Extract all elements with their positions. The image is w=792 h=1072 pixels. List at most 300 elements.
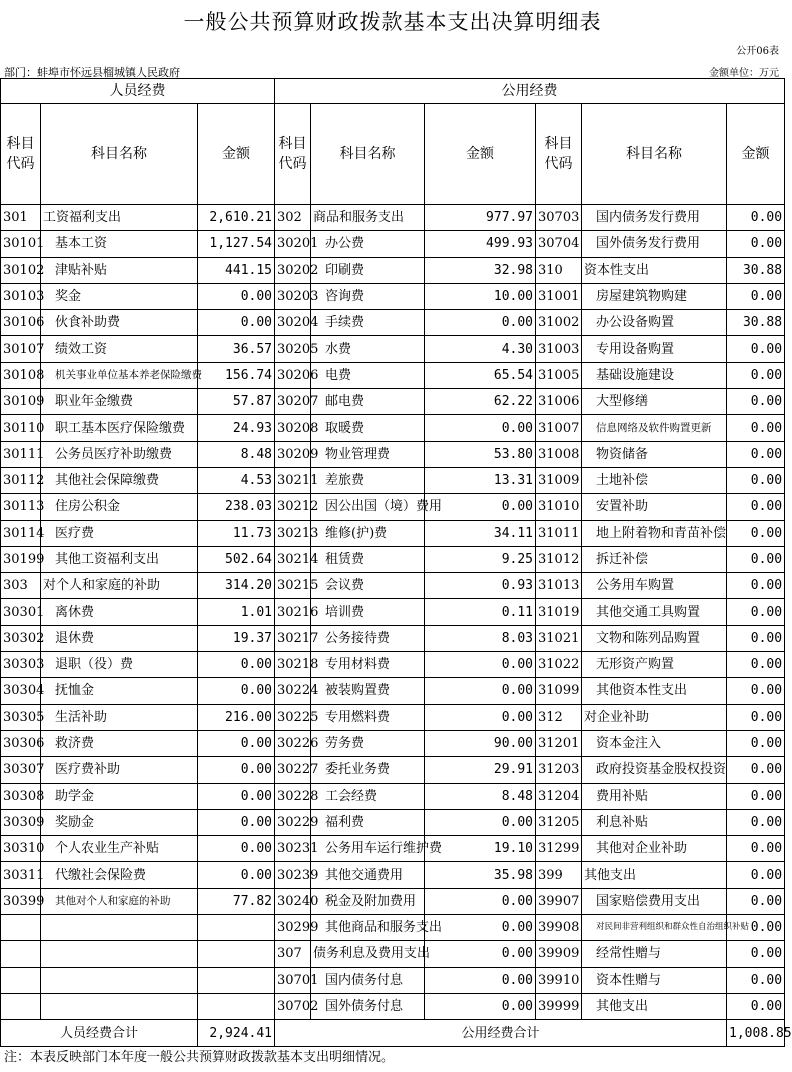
subject-code-cell: 30114 [1,520,41,546]
amount-cell: 1,127.54 [198,231,275,257]
subject-name-cell: 国外债务发行费用 [582,231,727,257]
subject-name-cell: 其他对个人和家庭的补助 [41,888,198,914]
subject-code-cell: 30110 [1,415,41,441]
subject-code-cell: 31203 [536,757,582,783]
subject-code-cell: 30311 [1,862,41,888]
subject-code-cell: 31002 [536,310,582,336]
subject-name-cell: 对民间非营利组织和群众性自治组织补贴 [582,915,727,941]
totals-row [1,1020,785,1047]
amount-cell: 0.00 [425,494,536,520]
subject-name-cell: 奖励金 [41,809,198,835]
subject-name-cell: 差旅费 [311,467,425,493]
subject-name-cell: 生活补助 [41,704,198,730]
subject-code-cell: 30207 [275,389,311,415]
subject-name-cell: 医疗费 [41,520,198,546]
amount-cell: 36.57 [198,336,275,362]
amount-header: 金额 [198,104,275,205]
subject-name-cell [41,967,198,993]
amount-cell: 24.93 [198,415,275,441]
subject-name-cell: 大型修缮 [582,389,727,415]
table-row [1,678,785,704]
subject-code-cell: 30106 [1,310,41,336]
subject-code-cell: 30309 [1,809,41,835]
subject-code-cell: 30218 [275,652,311,678]
subject-code-cell: 30201 [275,231,311,257]
subject-name-cell: 代缴社会保险费 [41,862,198,888]
code-header: 科目代码 [1,104,41,205]
amount-cell: 13.31 [425,467,536,493]
subject-name-cell: 对个人和家庭的补助 [41,573,198,599]
subject-code-cell: 30103 [1,283,41,309]
name-header: 科目名称 [311,104,425,205]
amount-cell: 0.00 [198,836,275,862]
table-row [1,783,785,809]
subject-code-cell: 30704 [536,231,582,257]
subject-name-cell: 地上附着物和青苗补偿 [582,520,727,546]
amount-cell: 19.37 [198,625,275,651]
subject-name-cell: 资本性赠与 [582,967,727,993]
amount-cell: 0.00 [425,652,536,678]
subject-code-cell: 31007 [536,415,582,441]
table-row [1,336,785,362]
subject-name-cell: 基础设施建设 [582,362,727,388]
subject-code-cell: 31013 [536,573,582,599]
code-header: 科目代码 [275,104,311,205]
subject-code-cell: 30306 [1,730,41,756]
subject-code-cell: 30102 [1,257,41,283]
subject-name-cell: 物业管理费 [311,441,425,467]
subject-code-cell: 30310 [1,836,41,862]
amount-cell: 0.00 [727,546,785,572]
amount-cell: 0.00 [425,678,536,704]
subject-name-cell: 个人农业生产补贴 [41,836,198,862]
table-row [1,573,785,599]
subject-name-cell: 办公费 [311,231,425,257]
amount-cell: 0.00 [425,941,536,967]
table-row [1,389,785,415]
amount-cell: 0.00 [727,704,785,730]
amount-cell: 0.11 [425,599,536,625]
subject-name-cell: 国内债务付息 [311,967,425,993]
subject-code-cell: 30208 [275,415,311,441]
subject-code-cell: 30215 [275,573,311,599]
subject-name-cell: 物资储备 [582,441,727,467]
subject-code-cell: 31009 [536,467,582,493]
subject-name-cell: 国内债务发行费用 [582,205,727,231]
amount-cell: 0.00 [425,915,536,941]
subject-name-cell [41,941,198,967]
amount-cell: 156.74 [198,362,275,388]
amount-cell: 0.00 [425,967,536,993]
subject-name-cell: 对企业补助 [582,704,727,730]
subject-code-cell: 31011 [536,520,582,546]
table-row [1,310,785,336]
amount-cell: 238.03 [198,494,275,520]
table-row [1,993,785,1019]
subject-code-cell: 30204 [275,310,311,336]
subject-name-cell: 公务接待费 [311,625,425,651]
amount-cell: 29.91 [425,757,536,783]
page-title: 一般公共预算财政拨款基本支出决算明细表 [183,10,602,34]
amount-cell [198,941,275,967]
department-label: 部门：蚌埠市怀远县榴城镇人民政府 [4,66,180,79]
subject-code-cell: 30217 [275,625,311,651]
subject-name-cell: 其他工资福利支出 [41,546,198,572]
amount-cell: 0.93 [425,573,536,599]
subject-name-cell: 信息网络及软件购置更新 [582,415,727,441]
amount-cell: 0.00 [425,809,536,835]
subject-name-cell: 咨询费 [311,283,425,309]
subject-name-cell: 伙食补助费 [41,310,198,336]
subject-code-cell: 30107 [1,336,41,362]
amount-cell: 0.00 [727,573,785,599]
table-row [1,257,785,283]
subject-name-cell: 电费 [311,362,425,388]
subject-name-cell: 委托业务费 [311,757,425,783]
subject-name-cell: 其他支出 [582,993,727,1019]
subject-code-cell: 30226 [275,730,311,756]
amount-cell: 0.00 [727,783,785,809]
subject-name-cell: 公务用车购置 [582,573,727,599]
amount-cell: 0.00 [727,757,785,783]
subject-name-cell: 被装购置费 [311,678,425,704]
subject-code-cell: 31001 [536,283,582,309]
subject-name-cell: 其他交通费用 [311,862,425,888]
subject-code-cell: 30112 [1,467,41,493]
subject-name-cell: 退休费 [41,625,198,651]
subject-code-cell: 30703 [536,205,582,231]
table-row [1,757,785,783]
personnel-group-header: 人员经费 [1,79,275,104]
subject-code-cell: 30227 [275,757,311,783]
amount-cell: 0.00 [727,205,785,231]
amount-header: 金额 [425,104,536,205]
table-row [1,809,785,835]
amount-cell: 35.98 [425,862,536,888]
amount-cell: 34.11 [425,520,536,546]
subject-name-cell: 基本工资 [41,231,198,257]
subject-code-cell: 30205 [275,336,311,362]
subject-name-cell: 取暖费 [311,415,425,441]
subject-code-cell: 30224 [275,678,311,704]
amount-cell: 0.00 [727,625,785,651]
amount-cell: 502.64 [198,546,275,572]
amount-cell: 0.00 [425,310,536,336]
amount-cell: 2,610.21 [198,205,275,231]
table-row [1,967,785,993]
table-row [1,915,785,941]
subject-name-cell: 福利费 [311,809,425,835]
subject-name-cell: 邮电费 [311,389,425,415]
subject-code-cell [1,993,41,1019]
subject-code-cell: 399 [536,862,582,888]
amount-cell: 32.98 [425,257,536,283]
amount-cell: 0.00 [198,862,275,888]
subject-code-cell: 31201 [536,730,582,756]
subject-name-cell [41,915,198,941]
subject-code-cell: 30108 [1,362,41,388]
subject-code-cell: 30202 [275,257,311,283]
table-row [1,362,785,388]
amount-cell: 0.00 [727,283,785,309]
amount-cell: 0.00 [727,941,785,967]
subject-code-cell: 31299 [536,836,582,862]
subject-code-cell: 302 [275,205,311,231]
personnel-total-amount: 2,924.41 [198,1020,275,1047]
amount-cell: 977.97 [425,205,536,231]
subject-code-cell: 31099 [536,678,582,704]
subject-code-cell: 39909 [536,941,582,967]
subject-code-cell [1,941,41,967]
subject-code-cell: 30199 [1,546,41,572]
subject-name-cell: 税金及附加费用 [311,888,425,914]
subject-name-cell: 政府投资基金股权投资 [582,757,727,783]
subject-name-cell: 维修(护)费 [311,520,425,546]
subject-name-cell: 其他交通工具购置 [582,599,727,625]
expenditure-table [0,78,792,1047]
subject-name-cell: 文物和陈列品购置 [582,625,727,651]
amount-cell: 0.00 [727,415,785,441]
name-header: 科目名称 [41,104,198,205]
subject-name-cell: 会议费 [311,573,425,599]
amount-cell: 0.00 [727,809,785,835]
amount-cell: 0.00 [727,336,785,362]
subject-code-cell: 39999 [536,993,582,1019]
amount-cell: 9.25 [425,546,536,572]
amount-cell: 10.00 [425,283,536,309]
subject-name-cell: 印刷费 [311,257,425,283]
subject-code-cell: 31019 [536,599,582,625]
table-row [1,625,785,651]
amount-cell: 57.87 [198,389,275,415]
amount-cell: 0.00 [198,783,275,809]
subject-name-cell: 其他对企业补助 [582,836,727,862]
unit-label: 金额单位：万元 [709,68,779,79]
personnel-total-label: 人员经费合计 [1,1020,198,1047]
subject-name-cell: 退职（役）费 [41,652,198,678]
subject-code-cell: 30209 [275,441,311,467]
table-row [1,205,785,231]
amount-header: 金额 [727,104,785,205]
subject-name-cell: 国外债务付息 [311,993,425,1019]
code-header: 科目代码 [536,104,582,205]
table-row [1,283,785,309]
subject-code-cell: 30101 [1,231,41,257]
amount-cell: 0.00 [198,730,275,756]
subject-name-cell: 经常性赠与 [582,941,727,967]
amount-cell: 53.80 [425,441,536,467]
table-row [1,599,785,625]
subject-name-cell: 救济费 [41,730,198,756]
subject-name-cell: 医疗费补助 [41,757,198,783]
subject-name-cell: 公务用车运行维护费 [311,836,425,862]
subject-code-cell: 30228 [275,783,311,809]
subject-name-cell: 培训费 [311,599,425,625]
amount-cell: 0.00 [198,678,275,704]
amount-cell: 90.00 [425,730,536,756]
name-header: 科目名称 [582,104,727,205]
amount-cell: 19.10 [425,836,536,862]
footnote: 注：本表反映部门本年度一般公共预算财政拨款基本支出明细情况。 [4,1050,395,1065]
subject-name-cell: 无形资产购置 [582,652,727,678]
subject-code-cell: 30301 [1,599,41,625]
amount-cell [198,993,275,1019]
amount-cell: 4.53 [198,467,275,493]
subject-code-cell: 30299 [275,915,311,941]
amount-cell: 0.00 [425,415,536,441]
subject-name-cell: 工资福利支出 [41,205,198,231]
subject-code-cell: 30113 [1,494,41,520]
amount-cell: 0.00 [198,283,275,309]
subject-name-cell: 津贴补贴 [41,257,198,283]
amount-cell: 0.00 [198,757,275,783]
amount-cell: 0.00 [425,993,536,1019]
table-row [1,888,785,914]
table-row [1,231,785,257]
subject-name-cell: 办公设备购置 [582,310,727,336]
amount-cell: 0.00 [727,993,785,1019]
subject-code-cell: 30305 [1,704,41,730]
subject-name-cell: 安置补助 [582,494,727,520]
subject-name-cell: 劳务费 [311,730,425,756]
amount-cell: 0.00 [727,888,785,914]
amount-cell: 11.73 [198,520,275,546]
amount-cell: 30.88 [727,310,785,336]
subject-name-cell: 债务利息及费用支出 [311,941,425,967]
subject-name-cell: 离休费 [41,599,198,625]
subject-code-cell: 31003 [536,336,582,362]
amount-cell: 0.00 [727,862,785,888]
amount-cell: 0.00 [727,836,785,862]
subject-code-cell: 31006 [536,389,582,415]
subject-name-cell: 土地补偿 [582,467,727,493]
amount-cell: 0.00 [727,362,785,388]
subject-name-cell: 其他资本性支出 [582,678,727,704]
table-row [1,652,785,678]
table-code: 公开06表 [736,46,779,57]
subject-code-cell: 31022 [536,652,582,678]
amount-cell: 0.00 [425,704,536,730]
subject-name-cell: 公务员医疗补助缴费 [41,441,198,467]
table-row [1,862,785,888]
subject-code-cell: 39908 [536,915,582,941]
subject-name-cell: 房屋建筑物购建 [582,283,727,309]
subject-name-cell: 因公出国（境）费用 [311,494,425,520]
subject-name-cell: 水费 [311,336,425,362]
amount-cell: 8.48 [198,441,275,467]
table-row [1,441,785,467]
amount-cell: 0.00 [727,730,785,756]
subject-code-cell: 39910 [536,967,582,993]
table-row [1,415,785,441]
subject-code-cell: 30308 [1,783,41,809]
subject-name-cell: 奖金 [41,283,198,309]
amount-cell: 0.00 [727,678,785,704]
subject-name-cell: 助学金 [41,783,198,809]
subject-name-cell: 国家赔偿费用支出 [582,888,727,914]
subject-code-cell [1,967,41,993]
amount-cell: 0.00 [727,599,785,625]
subject-name-cell: 绩效工资 [41,336,198,362]
subject-name-cell: 利息补贴 [582,809,727,835]
amount-cell: 499.93 [425,231,536,257]
subject-code-cell: 31010 [536,494,582,520]
subject-name-cell: 职业年金缴费 [41,389,198,415]
subject-code-cell: 30231 [275,836,311,862]
subject-code-cell: 312 [536,704,582,730]
amount-cell: 0.00 [727,494,785,520]
amount-cell: 4.30 [425,336,536,362]
amount-cell: 1.01 [198,599,275,625]
table-row [1,494,785,520]
subject-name-cell: 商品和服务支出 [311,205,425,231]
public-group-header: 公用经费 [275,79,785,104]
amount-cell: 30.88 [727,257,785,283]
amount-cell: 314.20 [198,573,275,599]
subject-name-cell: 职工基本医疗保险缴费 [41,415,198,441]
subject-code-cell: 30109 [1,389,41,415]
subject-name-cell: 机关事业单位基本养老保险缴费 [41,362,198,388]
subject-code-cell: 30302 [1,625,41,651]
subject-code-cell: 30206 [275,362,311,388]
subject-name-cell [41,993,198,1019]
subject-name-cell: 其他社会保障缴费 [41,467,198,493]
subject-code-cell: 31008 [536,441,582,467]
amount-cell: 0.00 [727,389,785,415]
subject-code-cell: 39907 [536,888,582,914]
subject-code-cell: 31005 [536,362,582,388]
subject-name-cell: 其他商品和服务支出 [311,915,425,941]
amount-cell: 0.00 [727,467,785,493]
subject-code-cell: 307 [275,941,311,967]
subject-code-cell: 301 [1,205,41,231]
subject-code-cell: 30240 [275,888,311,914]
subject-code-cell: 30213 [275,520,311,546]
subject-name-cell: 专用燃料费 [311,704,425,730]
subject-code-cell [1,915,41,941]
subject-name-cell: 手续费 [311,310,425,336]
subject-code-cell: 30307 [1,757,41,783]
subject-code-cell: 30225 [275,704,311,730]
amount-cell: 0.00 [425,888,536,914]
amount-cell: 65.54 [425,362,536,388]
amount-cell: 0.00 [198,310,275,336]
table-row [1,467,785,493]
subject-name-cell: 其他支出 [582,862,727,888]
amount-cell: 0.00 [727,652,785,678]
amount-cell: 0.00 [727,441,785,467]
subject-code-cell: 30303 [1,652,41,678]
subject-name-cell: 资本金注入 [582,730,727,756]
amount-cell: 0.00 [198,809,275,835]
subject-name-cell: 专用设备购置 [582,336,727,362]
subject-code-cell: 310 [536,257,582,283]
amount-cell: 216.00 [198,704,275,730]
subject-code-cell: 30212 [275,494,311,520]
subject-code-cell: 30216 [275,599,311,625]
subject-code-cell: 30229 [275,809,311,835]
subject-code-cell: 31012 [536,546,582,572]
table-row [1,546,785,572]
amount-cell: 441.15 [198,257,275,283]
subject-name-cell: 专用材料费 [311,652,425,678]
amount-cell: 62.22 [425,389,536,415]
subject-name-cell: 工会经费 [311,783,425,809]
subject-code-cell: 30203 [275,283,311,309]
amount-cell [198,915,275,941]
amount-cell: 77.82 [198,888,275,914]
subject-name-cell: 住房公积金 [41,494,198,520]
